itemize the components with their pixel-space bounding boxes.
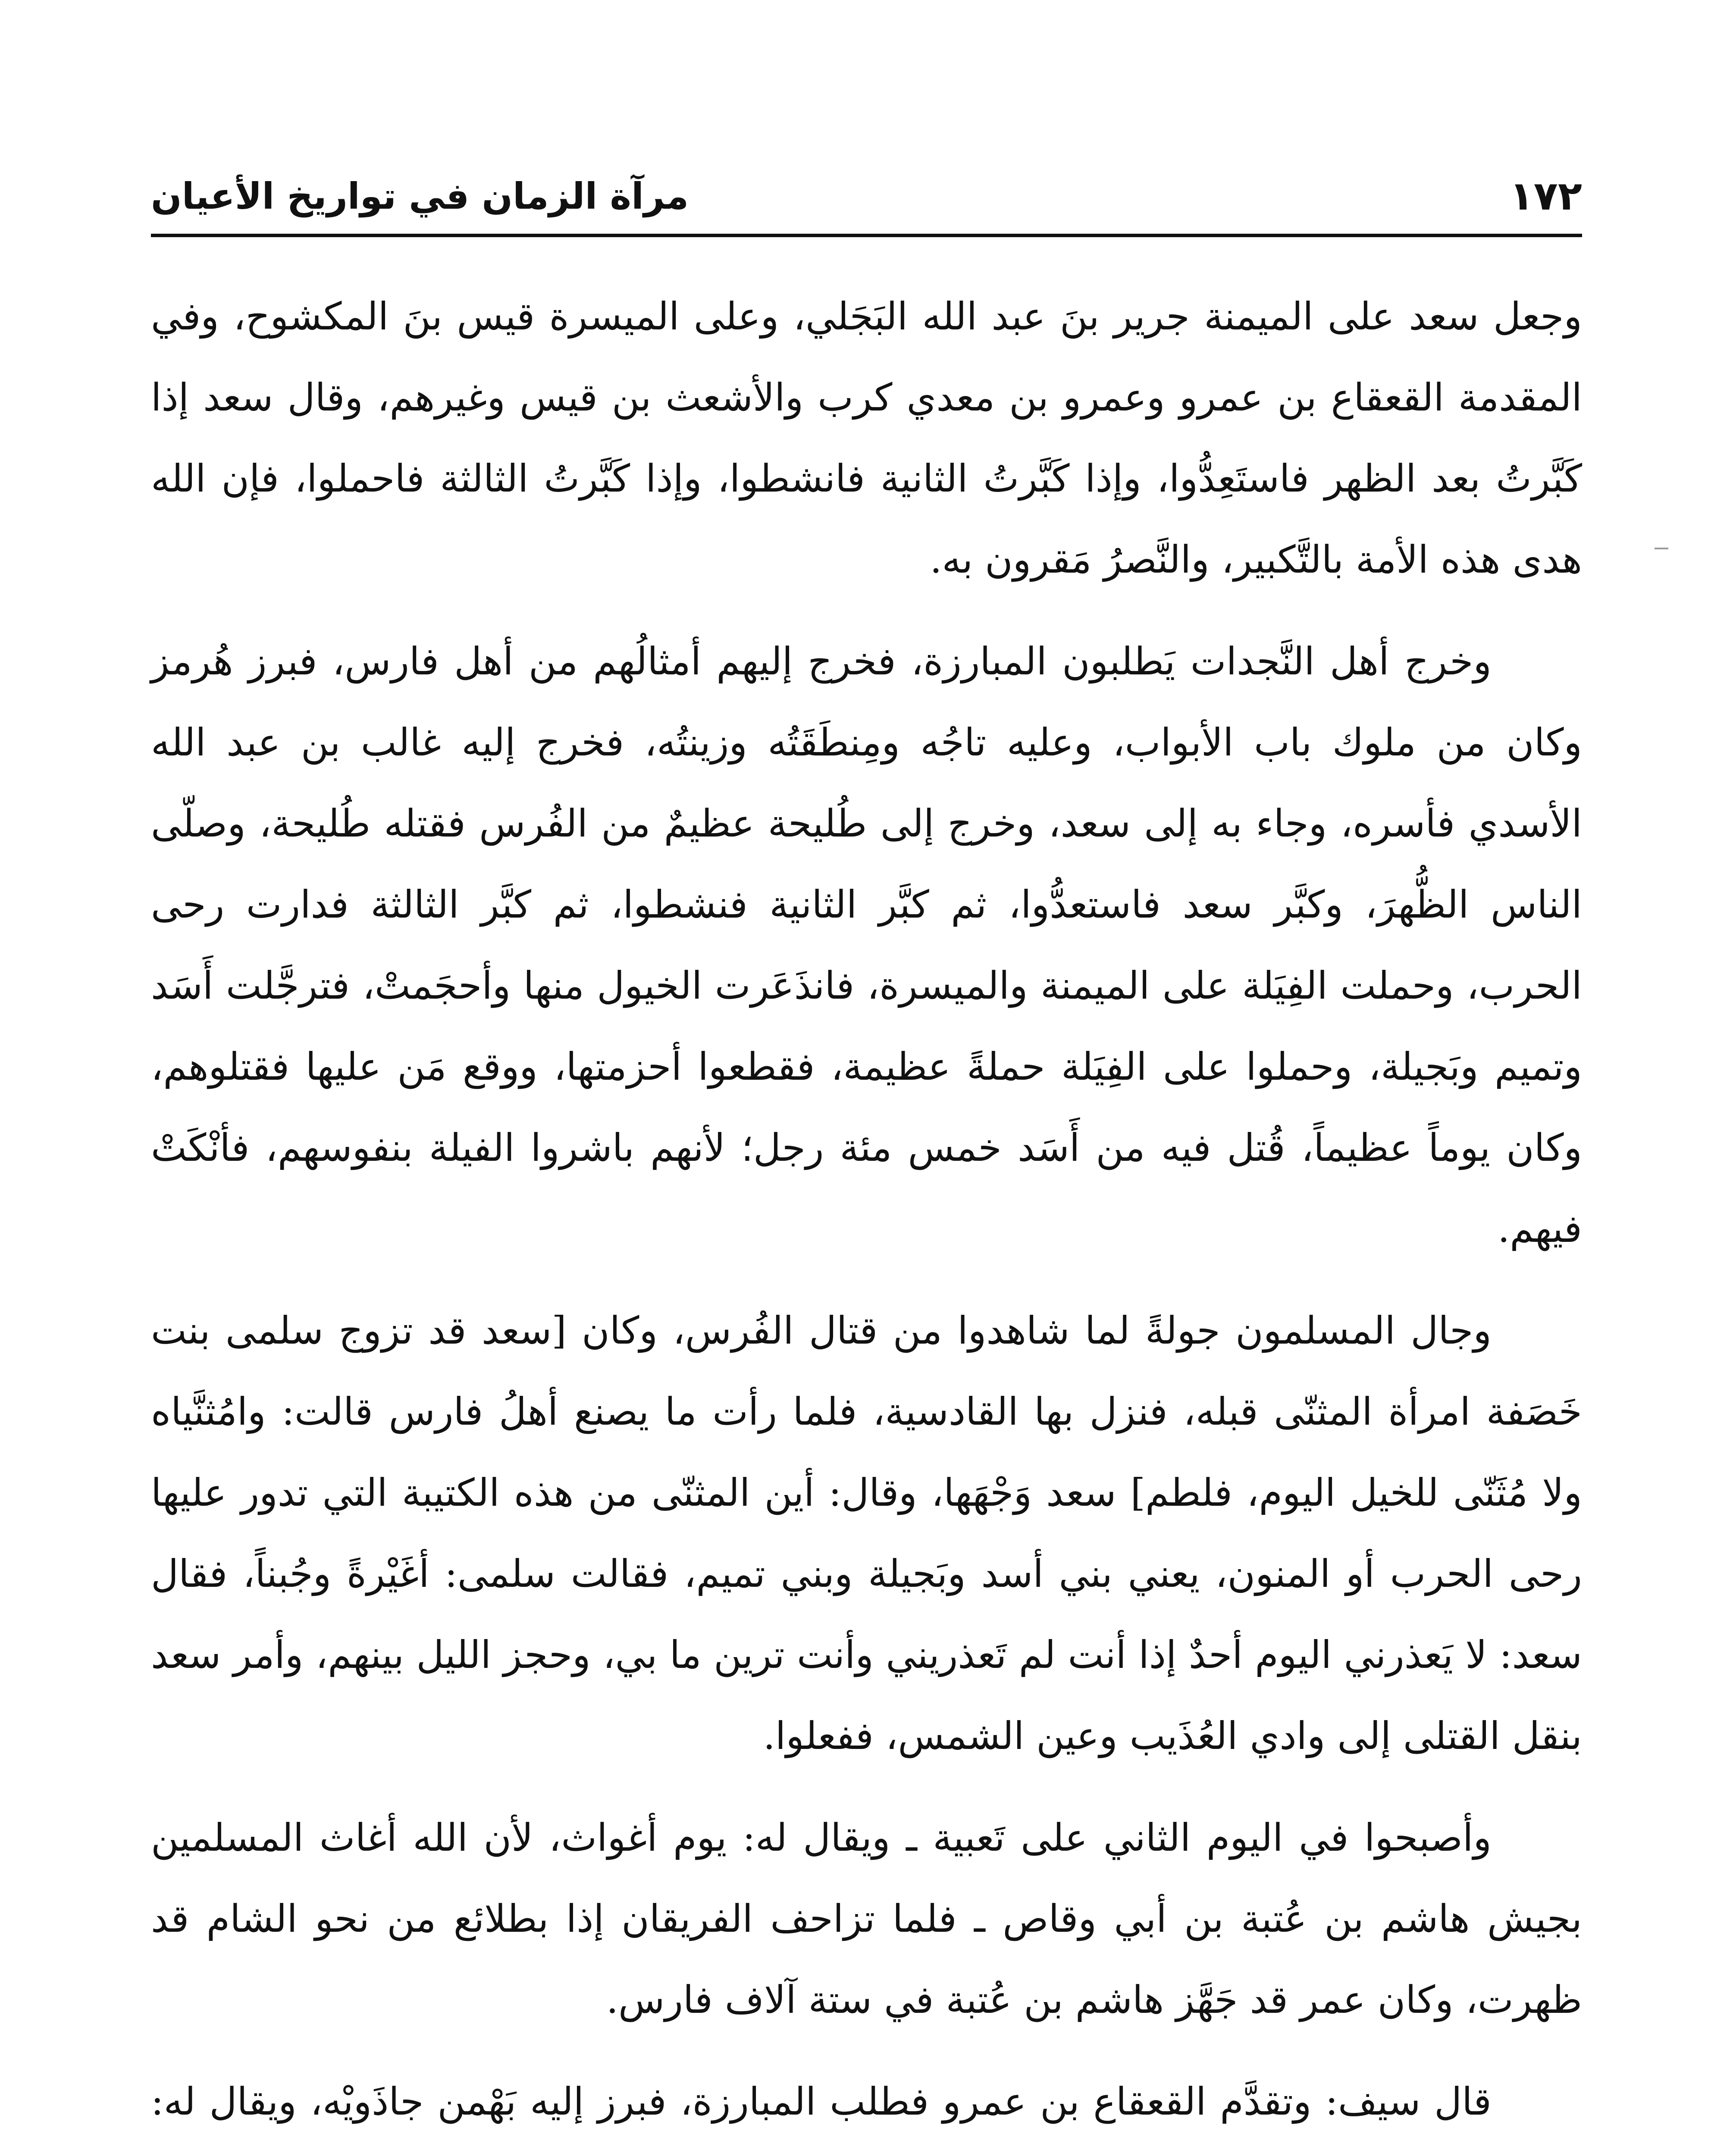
page-number: ١٧٢	[1509, 173, 1582, 219]
paragraph-3: وجال المسلمون جولةً لما شاهدوا من قتال الفُرس، وكان [سعد قد تزوج سلمى بنت خَصَفة امرأة المثنّى قبله، فنزل بها القادسية، فلما رأت ما يصنع أهلُ فارس قالت: وامُثنَّياه ولا مُثَنّى للخيل اليوم، فلطم] سعد وَجْهَها، وقال: أين المثنّى من هذه الكتيبة التي تدور عليها رحى الحرب أو المنون، يعني بني أسد وبَجيلة وبني تميم، فقالت سلمى: أغَيْرةً وجُبناً، فقال سعد: لا يَعذرني اليوم أحدٌ إذا أنت لم تَعذريني وأنت ترين ما بي، وحجز الليل بينهم، وأمر سعد بنقل القتلى إلى وادي العُذَيب وعين الشمس، ففعلوا.	[151, 1308, 1582, 1758]
margin-mark	[1655, 548, 1668, 549]
running-header	[151, 164, 1582, 237]
paragraph-1: وجعل سعد على الميمنة جرير بنَ عبد الله البَجَلي، وعلى الميسرة قيس بنَ المكشوح، وفي المقدمة القعقاع بن عمرو وعمرو بن معدي كرب والأشعث بن قيس وغيرهم، وقال سعد إذا كَبَّرتُ بعد الظهر فاستَعِدُّوا، وإذا كَبَّرتُ الثانية فانشطوا، وإذا كَبَّرتُ الثالثة فاحملوا، فإن الله هدى هذه الأمة بالتَّكبير، والنَّصرُ مَقرون به.	[151, 294, 1582, 582]
paragraph-5: قال سيف: وتقدَّم القعقاع بن عمرو فطلب المبارزة، فبرز إليه بَهْمن جاذَويْه، ويقال له:	[151, 2079, 1492, 2124]
paragraph-4: وأصبحوا في اليوم الثاني على تَعبية ـ ويقال له: يوم أغواث، لأن الله أغاث المسلمين بجيش هاشم بن عُتبة بن أبي وقاص ـ فلما تزاحف الفريقان إذا بطلائع من نحو الشام قد ظهرت، وكان عمر قد جَهَّز هاشم بن عُتبة في ستة آلاف فارس.	[151, 1815, 1582, 2022]
book-title: مرآة الزمان في تواريخ الأعيان	[151, 175, 689, 217]
body-text	[151, 276, 1582, 2156]
header-divider	[151, 234, 1582, 237]
paragraph-2: وخرج أهل النَّجدات يَطلبون المبارزة، فخرج إليهم أمثالُهم من أهل فارس، فبرز هُرمز وكان من ملوك باب الأبواب، وعليه تاجُه ومِنطَقَتُه وزينتُه، فخرج إليه غالب بن عبد الله الأسدي فأسره، وجاء به إلى سعد، وخرج إلى طُليحة عظيمٌ من الفُرس فقتله طُليحة، وصلّى الناس الظُّهرَ، وكبَّر سعد فاستعدُّوا، ثم كبَّر الثانية فنشطوا، ثم كبَّر الثالثة فدارت رحى الحرب، وحملت الفِيَلة على الميمنة والميسرة، فانذَعَرت الخيول منها وأحجَمتْ، فترجَّلت أَسَد وتميم وبَجيلة، وحملوا على الفِيَلة حملةً عظيمة، فقطعوا أحزمتها، ووقع مَن عليها فقتلوهم، وكان يوماً عظيماً، قُتل فيه من أَسَد خمس مئة رجل؛ لأنهم باشروا الفيلة بنفوسهم، فأنْكَتْ فيهم.	[151, 639, 1582, 1251]
